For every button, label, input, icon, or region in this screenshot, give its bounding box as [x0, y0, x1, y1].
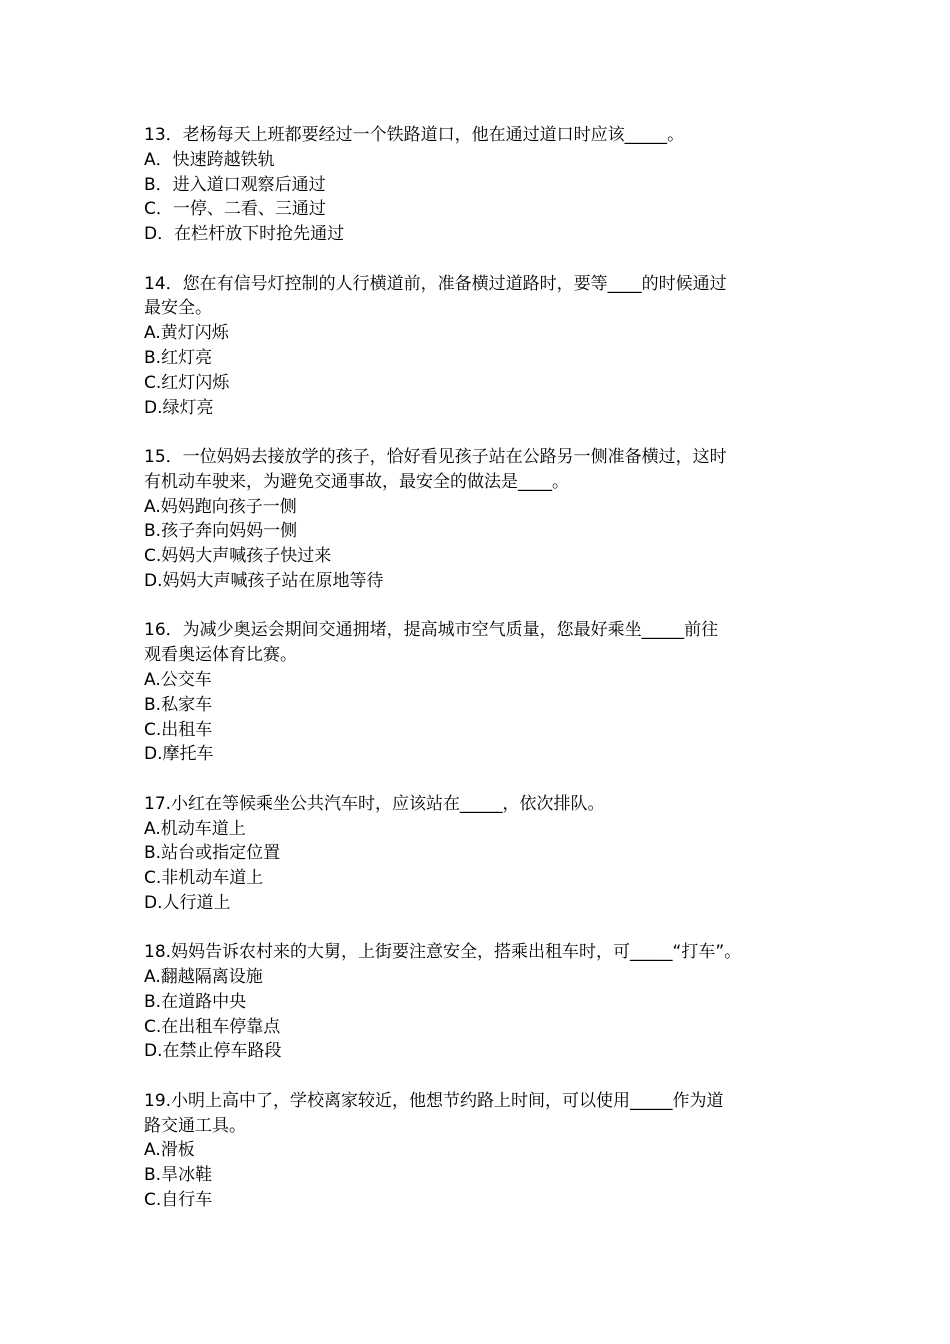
option-a: A.黄灯闪烁 — [144, 323, 229, 344]
option-b: B．进入道口观察后通过 — [144, 174, 326, 195]
question-stem-continued: 最安全。 — [144, 298, 212, 319]
option-d: D.妈妈大声喊孩子站在原地等待 — [144, 570, 384, 591]
question-14 — [144, 272, 834, 421]
question-16 — [144, 618, 834, 767]
option-c: C.妈妈大声喊孩子快过来 — [144, 546, 332, 567]
option-b: B.站台或指定位置 — [144, 843, 281, 864]
question-list — [144, 123, 834, 1237]
option-d: D.摩托车 — [144, 744, 214, 765]
option-b: B.红灯亮 — [144, 347, 213, 368]
question-19 — [144, 1089, 834, 1213]
option-d: D.在禁止停车路段 — [144, 1041, 282, 1062]
option-a: A.公交车 — [144, 669, 212, 690]
question-18 — [144, 940, 834, 1064]
option-c: C.出租车 — [144, 719, 213, 740]
option-a: A.妈妈跑向孩子一侧 — [144, 496, 297, 517]
option-d: D.人行道上 — [144, 892, 231, 913]
option-b: B.在道路中央 — [144, 991, 247, 1012]
option-a: A.翻越隔离设施 — [144, 967, 263, 988]
question-stem: 13．老杨每天上班都要经过一个铁路道口，他在通过道口时应该_____。 — [144, 125, 685, 145]
option-b: B.旱冰鞋 — [144, 1165, 213, 1186]
question-15 — [144, 445, 834, 594]
option-d: D．在栏杆放下时抢先通过 — [144, 224, 345, 245]
option-a: A.机动车道上 — [144, 818, 246, 839]
question-stem: 19.小明上高中了，学校离家较近，他想节约路上时间，可以使用_____作为道 — [144, 1090, 724, 1111]
question-17 — [144, 792, 834, 916]
option-c: C．一停、二看、三通过 — [144, 199, 326, 220]
option-c: C.自行车 — [144, 1190, 213, 1211]
option-a: A．快速跨越铁轨 — [144, 149, 275, 170]
question-stem: 17.小红在等候乘坐公共汽车时，应该站在_____，依次排队。 — [144, 793, 605, 814]
option-c: C.红灯闪烁 — [144, 372, 230, 393]
question-stem: 16．为减少奥运会期间交通拥堵，提高城市空气质量，您最好乘坐_____前往 — [144, 620, 719, 641]
question-13 — [144, 123, 834, 247]
option-d: D.绿灯亮 — [144, 397, 214, 418]
question-stem: 14．您在有信号灯控制的人行横道前，准备横过道路时，要等____的时候通过 — [144, 273, 727, 294]
option-c: C.在出租车停靠点 — [144, 1016, 281, 1037]
option-a: A.滑板 — [144, 1140, 195, 1161]
question-stem-continued: 观看奥运体育比赛。 — [144, 645, 297, 666]
question-stem: 18.妈妈告诉农村来的大舅，上街要注意安全，搭乘出租车时，可_____“打车”。 — [144, 942, 742, 963]
question-stem-continued: 路交通工具。 — [144, 1115, 246, 1136]
question-stem-continued: 有机动车驶来，为避免交通事故，最安全的做法是____。 — [144, 471, 569, 492]
option-b: B.私家车 — [144, 694, 213, 715]
option-b: B.孩子奔向妈妈一侧 — [144, 521, 298, 542]
question-stem: 15．一位妈妈去接放学的孩子，恰好看见孩子站在公路另一侧准备横过，这时 — [144, 446, 727, 467]
option-c: C.非机动车道上 — [144, 868, 264, 889]
